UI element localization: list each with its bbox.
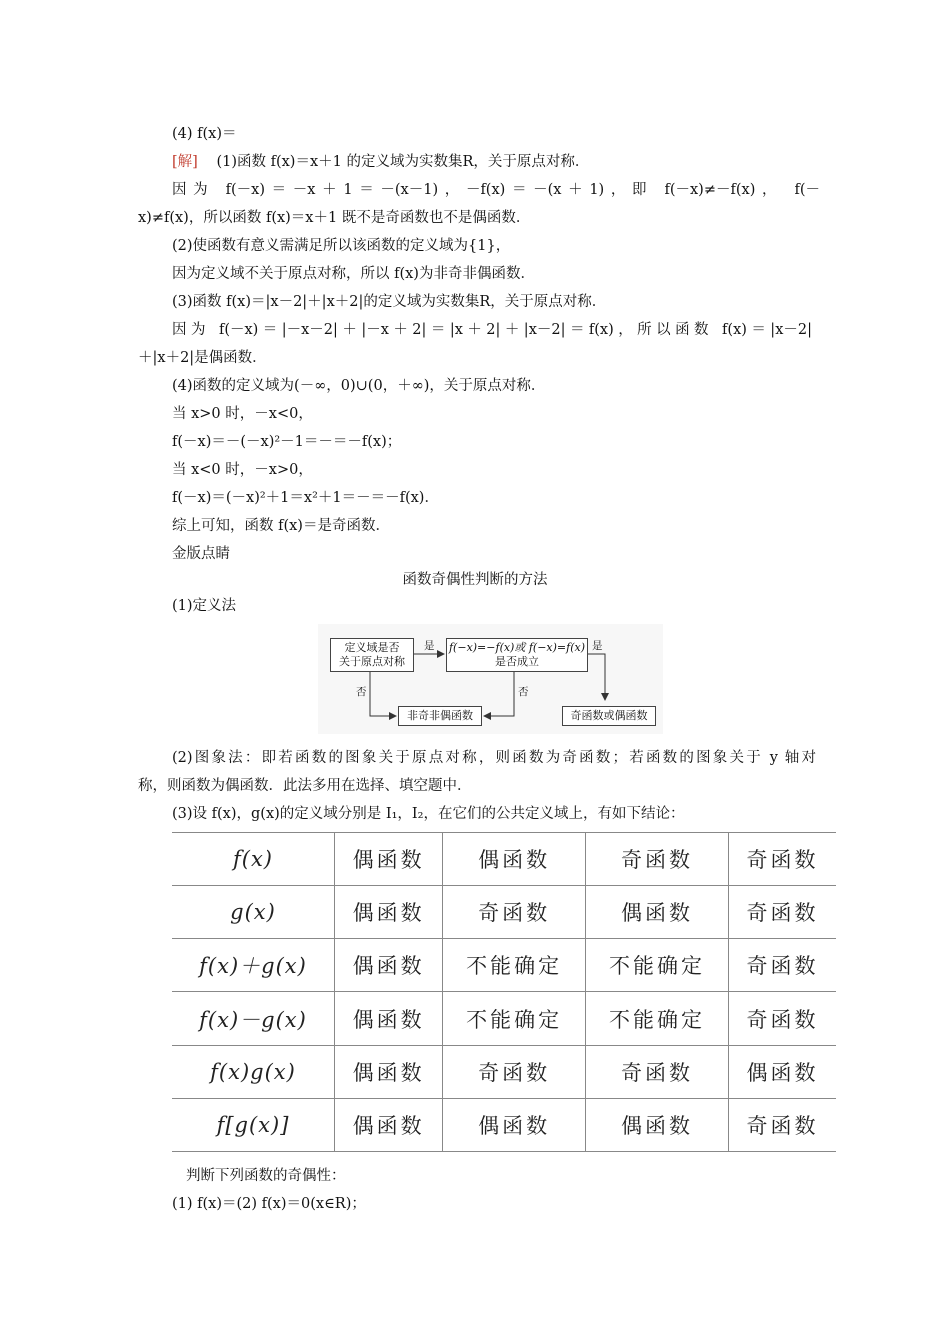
text-line: (4)函数的定义域为(－∞，0)∪(0，＋∞)，关于原点对称． <box>172 378 546 394</box>
table-cell: 奇函数 <box>728 886 836 939</box>
table-cell: 偶函数 <box>335 939 443 992</box>
parity-table <box>172 832 836 1152</box>
flow-label-yes: 是 <box>592 640 603 652</box>
section-title: 函数奇偶性判断的方法 <box>402 572 548 588</box>
text-line: (4) f(x)＝ <box>172 126 237 142</box>
text-line: (2)图象法：即若函数的图象关于原点对称，则函数为奇函数；若函数的图象关于 y 轴对 <box>172 750 816 766</box>
table-cell: 奇函数 <box>728 992 836 1045</box>
flow-box-odd-or-even: 奇函数或偶函数 <box>562 706 656 726</box>
table-cell: 偶函数 <box>335 992 443 1045</box>
text-line: x)≠f(x)，所以函数 f(x)＝x＋1 既不是奇函数也不是偶函数． <box>138 210 531 226</box>
text-line: 判断下列函数的奇偶性： <box>186 1168 346 1184</box>
table-cell: 奇函数 <box>728 939 836 992</box>
text-line: (2)使函数有意义需满足所以该函数的定义域为{1}， <box>172 238 511 254</box>
table-row <box>172 886 836 939</box>
flowchart <box>318 624 663 734</box>
table-cell: 偶函数 <box>728 1045 836 1098</box>
table-cell: 不能确定 <box>586 939 729 992</box>
table-row-header: g(x) <box>172 886 335 939</box>
table-cell: 不能确定 <box>443 992 586 1045</box>
table-row-header: f[g(x)] <box>172 1098 335 1151</box>
table-cell: 奇函数 <box>443 886 586 939</box>
flow-box-neither: 非奇非偶函数 <box>398 706 482 726</box>
text-line: (1)定义法 <box>172 598 237 614</box>
text-line: 综上可知，函数 f(x)＝是奇函数． <box>172 518 390 534</box>
table-row <box>172 939 836 992</box>
table-cell: 奇函数 <box>443 1045 586 1098</box>
flow-label-no: 否 <box>518 686 529 698</box>
text-line: f(－x)＝(－x)²＋1＝x²＋1＝－＝－f(x)． <box>172 490 439 506</box>
table-row-header: f(x)＋g(x) <box>172 939 335 992</box>
table-cell: 不能确定 <box>443 939 586 992</box>
text-line: 因为 f(－x)＝|－x－2|＋|－x＋2|＝|x＋2|＋|x－2|＝f(x)，所以函数 f(x)＝|x－2| <box>172 322 812 338</box>
table-cell: 偶函数 <box>335 833 443 886</box>
table-cell: 奇函数 <box>728 1098 836 1151</box>
table-cell: 偶函数 <box>335 1045 443 1098</box>
table-row-header: f(x)g(x) <box>172 1045 335 1098</box>
flow-box-condition <box>446 638 588 672</box>
table-cell: 偶函数 <box>586 1098 729 1151</box>
table-cell: 奇函数 <box>586 833 729 886</box>
table-row <box>172 1098 836 1151</box>
table-cell: 偶函数 <box>443 833 586 886</box>
flow-box-line: 关于原点对称 <box>339 655 405 668</box>
table-row-header: f(x)－g(x) <box>172 992 335 1045</box>
table-cell: 偶函数 <box>335 886 443 939</box>
text-line: 当 x>0 时，－x<0， <box>172 406 313 422</box>
table-cell: 偶函数 <box>335 1098 443 1151</box>
table-row <box>172 1045 836 1098</box>
flow-box-line: f(−x)=−f(x)或 f(−x)=f(x) <box>448 641 585 654</box>
text-line: (1) f(x)＝(2) f(x)＝0(x∈R)； <box>172 1196 366 1212</box>
table-row <box>172 992 836 1045</box>
table-cell: 不能确定 <box>586 992 729 1045</box>
flow-label-yes: 是 <box>424 640 435 652</box>
text-line: f(－x)＝－(－x)²－1＝－＝－f(x)； <box>172 434 402 450</box>
table-cell: 偶函数 <box>443 1098 586 1151</box>
text-line: 金版点睛 <box>172 546 230 562</box>
text-line: 当 x<0 时，－x>0， <box>172 462 313 478</box>
text-line: (3)函数 f(x)＝|x－2|＋|x＋2|的定义域为实数集R，关于原点对称． <box>172 294 607 310</box>
table-cell: 奇函数 <box>728 833 836 886</box>
flow-label-no: 否 <box>356 686 367 698</box>
flow-box-line: 是否成立 <box>495 655 539 668</box>
text-line: 称，则函数为偶函数．此法多用在选择、填空题中． <box>138 778 472 794</box>
table-row <box>172 833 836 886</box>
table-cell: 奇函数 <box>586 1045 729 1098</box>
flow-box-domain <box>330 638 414 672</box>
text-span: (1)函数 f(x)＝x＋1 的定义域为实数集R，关于原点对称． <box>216 154 590 170</box>
table-row-header: f(x) <box>172 833 335 886</box>
table-cell: 偶函数 <box>586 886 729 939</box>
solution-tag: [解] <box>172 154 198 170</box>
flow-box-line: 定义域是否 <box>344 641 400 654</box>
text-line: (3)设 f(x)，g(x)的定义域分别是 I₁，I₂，在它们的公共定义域上，有如下结论： <box>172 806 685 822</box>
text-line: 因为定义域不关于原点对称，所以 f(x)为非奇非偶函数． <box>172 266 535 282</box>
text-line: 因为 f(－x)＝－x＋1＝－(x－1)，－f(x)＝－(x＋1)，即 f(－x)≠－f(x)， f(－ <box>172 182 820 198</box>
text-line <box>172 152 822 172</box>
text-line: ＋|x＋2|是偶函数． <box>138 350 267 366</box>
